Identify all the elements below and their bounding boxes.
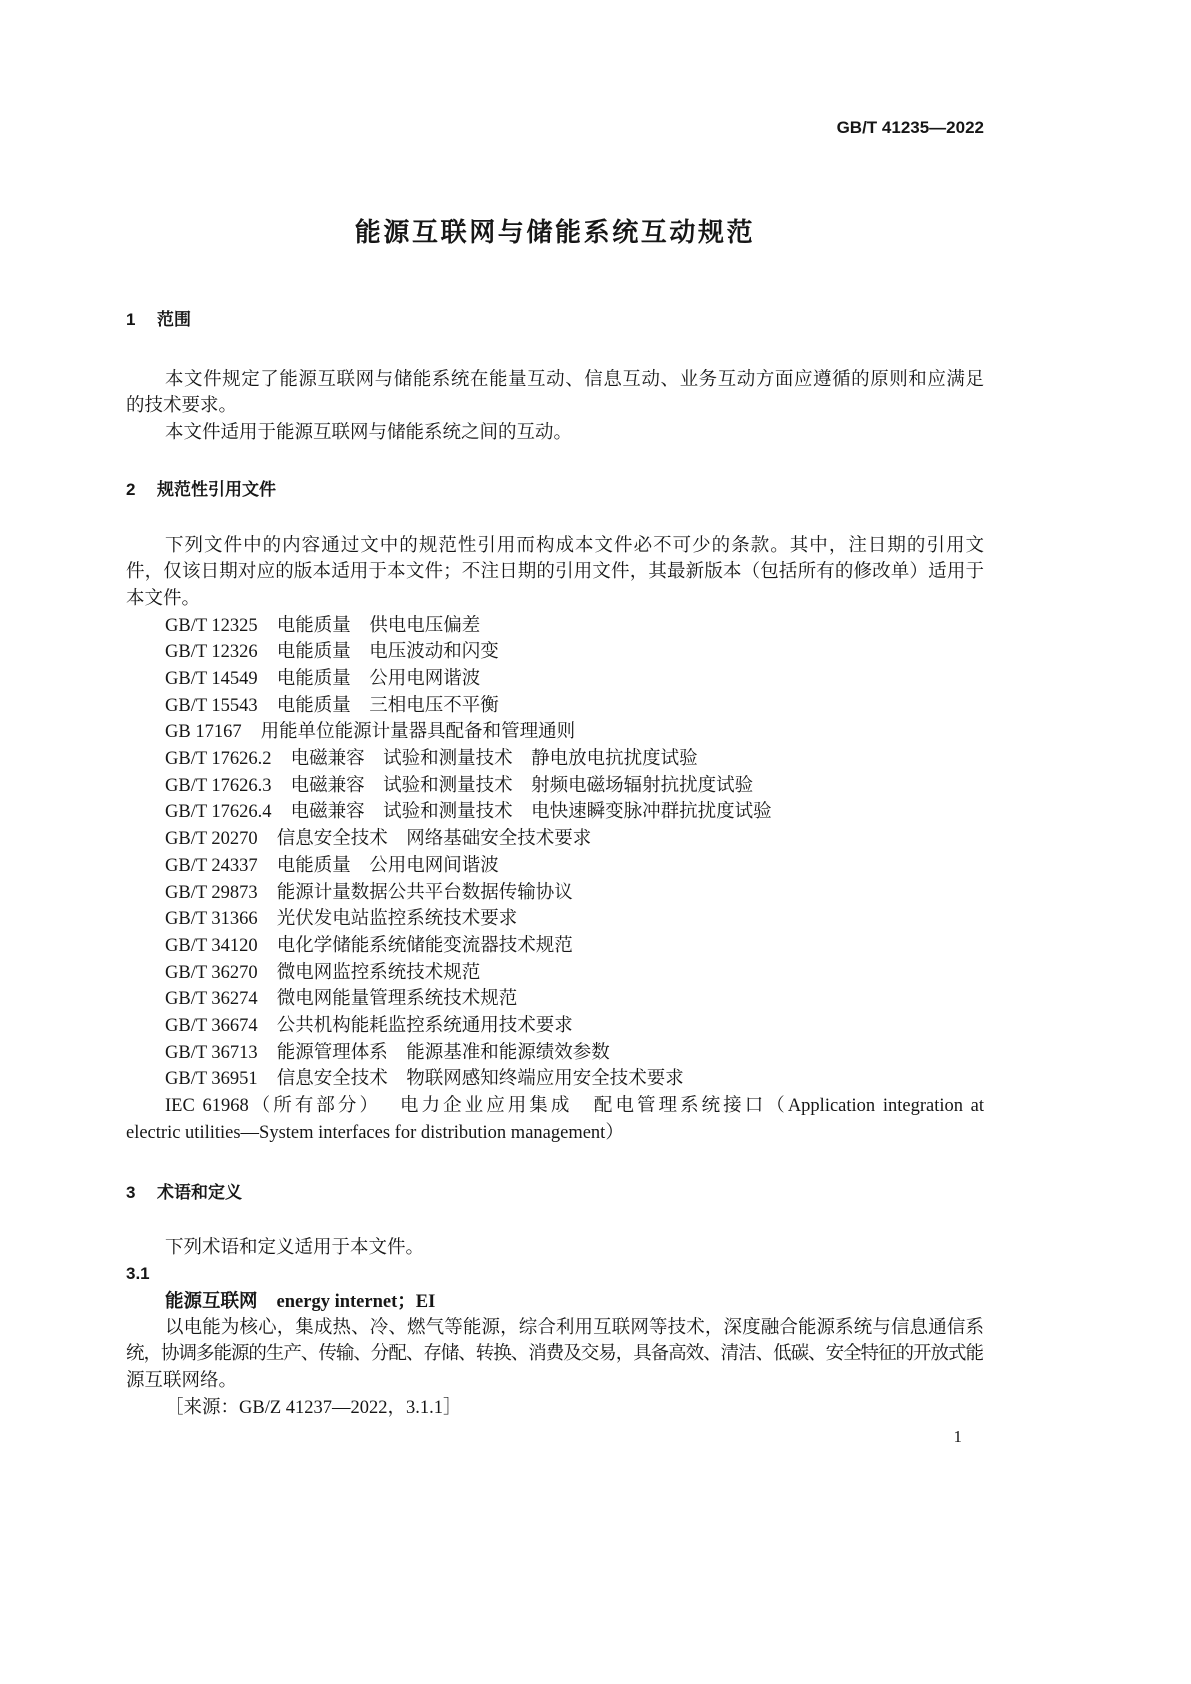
reference-title: 电磁兼容 试验和测量技术 电快速瞬变脉冲群抗扰度试验 [290,802,772,823]
reference-title: 电能质量 三相电压不平衡 [276,695,499,716]
terms-and-definitions-body [126,1235,984,1422]
reference-item [126,746,984,773]
reference-item [126,799,984,826]
reference-title: 光伏发电站监控系统技术要求 [276,909,518,930]
reference-item [126,933,984,960]
document-title: 能源互联网与储能系统互动规范 [354,217,756,247]
reference-title: 微电网能量管理系统技术规范 [276,989,518,1010]
reference-title: 电化学储能系统储能变流器技术规范 [276,935,573,956]
page-number: 1 [953,1427,962,1446]
reference-code: GB/T 34120 [165,935,258,956]
reference-title: 微电网监控系统技术规范 [276,962,481,983]
reference-code: GB/T 31366 [165,909,258,930]
reference-item [126,960,984,987]
section-number: 1 [126,310,136,329]
reference-title: 电能质量 电压波动和闪变 [276,642,499,663]
clause-number: 3.1 [126,1264,150,1284]
reference-title: 电能质量 公用电网间谐波 [276,855,499,876]
reference-item [126,1066,984,1093]
paragraph-line: 的技术要求。 [126,396,238,417]
reference-item [126,986,984,1013]
reference-code: GB/T 29873 [165,882,258,903]
paragraph-line: 下列术语和定义适用于本文件。 [165,1237,425,1258]
scope-body [126,367,984,447]
clause-number-line [126,1261,984,1288]
paragraph-line: 本文件规定了能源互联网与储能系统在能量互动、信息互动、业务互动方面应遵循的原则和应满足 [165,369,985,390]
reference-title: 用能单位能源计量器具配备和管理通则 [260,722,576,743]
reference-item [126,613,984,640]
normative-references-body [126,533,984,1147]
reference-title-line: 电力企业应用集成 配电管理系统接口（Application integration at [400,1096,984,1117]
section-number: 2 [126,480,136,499]
reference-title: 能源管理体系 能源基准和能源绩效参数 [276,1042,610,1063]
reference-code: GB/T 36274 [165,989,258,1010]
section-title: 范围 [157,310,191,329]
section-heading-terms-and-definitions [126,1180,242,1206]
reference-item [126,1013,984,1040]
reference-item [126,719,984,746]
reference-item [126,906,984,933]
reference-code: GB/T 17626.3 [165,775,272,796]
section-heading-normative-references [126,477,276,503]
reference-code: GB/T 36951 [165,1069,258,1090]
term-english: energy internet；EI [276,1291,436,1312]
term-chinese: 能源互联网 [165,1289,258,1311]
paragraph-line: 本文件适用于能源互联网与储能系统之间的互动。 [165,422,573,443]
reference-title: 电磁兼容 试验和测量技术 射频电磁场辐射抗扰度试验 [290,775,754,796]
reference-item-iec [126,1093,984,1120]
reference-item [126,639,984,666]
definition-source: ［来源：GB/Z 41237—2022，3.1.1］ [165,1397,462,1418]
standard-code-header: GB/T 41235—2022 [836,118,984,137]
section-number: 3 [126,1183,136,1202]
reference-code: GB/T 14549 [165,669,258,690]
definition-line: 以电能为核心，集成热、冷、燃气等能源，综合利用互联网等技术，深度融合能源系统与信息通信系 [165,1317,985,1338]
section-title: 术语和定义 [157,1183,242,1202]
reference-code: GB/T 12325 [165,615,258,636]
reference-item [126,1040,984,1067]
reference-code: GB/T 17626.2 [165,749,272,770]
paragraph-line: 件，仅该日期对应的版本适用于本文件；不注日期的引用文件，其最新版本（包括所有的修改单）适用于 [126,562,985,583]
reference-code: GB/T 12326 [165,642,258,663]
reference-title: 电能质量 供电电压偏差 [276,615,481,636]
reference-code: GB/T 15543 [165,695,258,716]
reference-item [126,853,984,880]
reference-title: 电磁兼容 试验和测量技术 静电放电抗扰度试验 [290,749,698,770]
definition-line: 统，协调多能源的生产、传输、分配、存储、转换、消费及交易，具备高效、清洁、低碳、安全特征的开放式能 [126,1344,983,1365]
reference-title: 信息安全技术 网络基础安全技术要求 [276,829,592,850]
reference-code: GB/T 24337 [165,855,258,876]
reference-code: GB/T 36713 [165,1042,258,1063]
paragraph-line: 本文件。 [126,588,201,609]
reference-code: IEC 61968（所有部分） [165,1096,382,1117]
reference-title: 公共机构能耗监控系统通用技术要求 [276,1015,573,1036]
reference-item [126,880,984,907]
section-heading-scope [126,307,191,333]
reference-item [126,826,984,853]
reference-title: 电能质量 公用电网谐波 [276,669,481,690]
reference-code: GB/T 36674 [165,1015,258,1036]
reference-code: GB/T 17626.4 [165,802,272,823]
reference-code: GB/T 36270 [165,962,258,983]
reference-item [126,773,984,800]
reference-title: 能源计量数据公共平台数据传输协议 [276,882,573,903]
section-title: 规范性引用文件 [157,480,276,499]
reference-item [126,693,984,720]
paragraph-line: 下列文件中的内容通过文中的规范性引用而构成本文件必不可少的条款。其中，注日期的引用文 [165,535,986,556]
term-line [126,1288,984,1315]
reference-title: 信息安全技术 物联网感知终端应用安全技术要求 [276,1069,684,1090]
definition-line: 源互联网络。 [126,1371,238,1392]
reference-code: GB/T 20270 [165,829,258,850]
reference-code: GB 17167 [165,722,242,743]
reference-item-iec-continuation: electric utilities—System interfaces for distribution management） [126,1122,624,1143]
reference-item [126,666,984,693]
